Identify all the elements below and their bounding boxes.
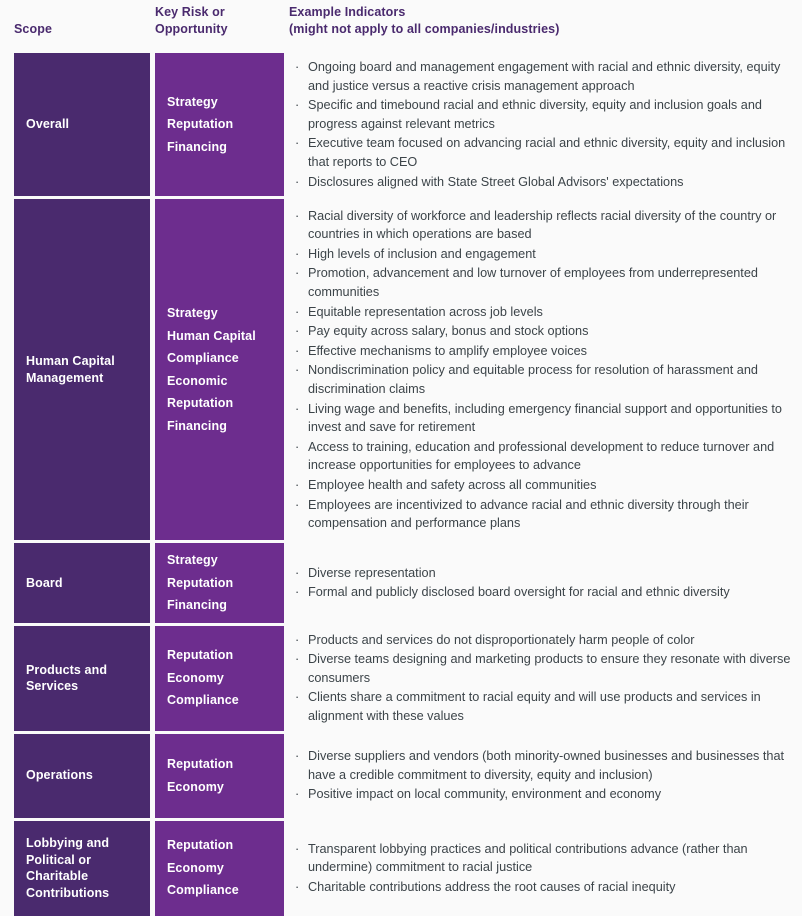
indicator-list-item	[294, 342, 792, 361]
bullet-icon: ·	[295, 363, 300, 378]
scope-label: Human Capital Management	[26, 354, 115, 385]
risk-label: Reputation	[167, 838, 234, 853]
bullet-icon: ·	[295, 266, 300, 281]
bullet-icon: ·	[295, 749, 300, 764]
scope-cell	[14, 199, 150, 540]
risk-label: Strategy	[167, 553, 218, 568]
example-indicators-cell	[284, 734, 802, 818]
indicator-list-item	[294, 173, 792, 192]
example-indicators-cell	[284, 53, 802, 196]
table-row	[0, 734, 802, 818]
indicator-list-item	[294, 361, 792, 398]
risk-label: Financing	[167, 139, 227, 154]
indicator-text: Promotion, advancement and low turnover of employees from underrepresented communities	[308, 266, 758, 299]
bullet-icon: ·	[295, 246, 300, 261]
risk-label: Financing	[167, 598, 227, 613]
example-indicators-cell	[284, 543, 802, 623]
bullet-icon: ·	[295, 477, 300, 492]
indicator-list-item	[294, 438, 792, 475]
indicator-list	[294, 631, 792, 726]
indicator-list	[294, 840, 792, 897]
scope-label: Board	[26, 575, 63, 590]
scope-cell	[14, 734, 150, 818]
indicator-text: Executive team focused on advancing racial and ethnic diversity, equity and inclusion that reports to CEO	[308, 136, 786, 169]
scope-label: Overall	[26, 117, 70, 132]
key-risk-cell	[155, 199, 284, 540]
bullet-icon: ·	[295, 324, 300, 339]
indicator-text: Access to training, education and professional development to reduce turnover and increase opportunities for employees to advance	[308, 439, 775, 473]
table-row	[0, 53, 802, 196]
indicator-list	[294, 564, 792, 602]
risk-label: Financing	[167, 418, 227, 433]
bullet-icon: ·	[295, 585, 300, 600]
risk-label: Reputation	[167, 396, 234, 411]
indicator-text: Pay equity across salary, bonus and stock options	[308, 324, 589, 339]
indicator-list-item	[294, 96, 792, 133]
indicator-text: Racial diversity of workforce and leadership reflects racial diversity of the country or countries in which operations are based	[308, 208, 777, 242]
key-risk-cell	[155, 734, 284, 818]
indicator-list-item	[294, 303, 792, 322]
indicator-list	[294, 747, 792, 804]
bullet-icon: ·	[295, 690, 300, 705]
indicator-list-item	[294, 840, 792, 877]
bullet-icon: ·	[295, 841, 300, 856]
indicator-text: Nondiscrimination policy and equitable process for resolution of harassment and discrimination claims	[308, 363, 758, 396]
bullet-icon: ·	[295, 439, 300, 454]
indicator-text: Specific and timebound racial and ethnic diversity, equity and inclusion goals and progress against relevant metrics	[308, 98, 762, 131]
risk-label: Reputation	[167, 117, 234, 132]
table-row	[0, 199, 802, 540]
bullet-icon: ·	[295, 60, 300, 74]
column-header-scope	[14, 2, 150, 38]
bullet-icon: ·	[295, 208, 300, 223]
indicator-text: High levels of inclusion and engagement	[308, 246, 536, 261]
risk-label: Strategy	[167, 94, 218, 109]
bullet-icon: ·	[295, 304, 300, 319]
risk-label: Compliance	[167, 351, 239, 366]
indicator-list-item	[294, 785, 792, 804]
indicator-text: Positive impact on local community, environment and economy	[308, 787, 662, 802]
example-indicators-cell	[284, 821, 802, 916]
scope-cell	[14, 53, 150, 196]
bullet-icon: ·	[295, 565, 300, 580]
example-indicators-cell	[284, 199, 802, 540]
indicator-text: Living wage and benefits, including emergency financial support and opportunities to invest and save for retirement	[308, 401, 782, 435]
indicator-list-item	[294, 245, 792, 264]
indicator-list-item	[294, 58, 792, 95]
bullet-icon: ·	[295, 879, 300, 894]
column-header-key-risk-or-opportunity	[150, 2, 284, 38]
table-body	[0, 53, 802, 916]
indicator-list-item	[294, 264, 792, 301]
column-header-scope-label: Scope	[14, 22, 53, 36]
risk-label: Reputation	[167, 757, 234, 772]
risk-label: Economy	[167, 860, 224, 875]
indicator-list-item	[294, 650, 792, 687]
indicator-text: Diverse suppliers and vendors (both minority-owned businesses and businesses that have a credible commitment to diversity, equity and inclusion)	[308, 749, 785, 782]
risk-label: Reputation	[167, 575, 234, 590]
key-risk-cell	[155, 53, 284, 196]
indicator-list-item	[294, 564, 792, 583]
indicator-text: Diverse representation	[308, 565, 436, 580]
indicator-text: Transparent lobbying practices and political contributions advance (rather than undermine) commitment to racial justice	[308, 841, 748, 875]
indicator-text: Charitable contributions address the root causes of racial inequity	[308, 879, 676, 894]
indicator-text: Formal and publicly disclosed board oversight for racial and ethnic diversity	[308, 585, 730, 600]
table-header-row	[0, 0, 802, 53]
indicator-list-item	[294, 747, 792, 784]
indicator-list-item	[294, 878, 792, 897]
risk-label: Compliance	[167, 883, 239, 898]
indicator-text: Employee health and safety across all communities	[308, 477, 597, 492]
table-row	[0, 626, 802, 731]
bullet-icon: ·	[295, 787, 300, 802]
indicator-list	[294, 58, 792, 191]
key-risk-cell	[155, 821, 284, 916]
bullet-icon: ·	[295, 652, 300, 667]
table-row	[0, 543, 802, 623]
indicator-list-item	[294, 688, 792, 725]
indicator-text: Employees are incentivized to advance racial and ethnic diversity through their compensation and performance plans	[308, 497, 749, 531]
scope-label: Operations	[26, 768, 93, 783]
indicator-text: Disclosures aligned with State Street Global Advisors' expectations	[308, 174, 684, 189]
indicator-text: Ongoing board and management engagement with racial and ethnic diversity, equity and justice versus a reactive crisis management approach	[308, 60, 781, 93]
indicator-text: Clients share a commitment to racial equity and will use products and services in alignment with these values	[308, 690, 761, 724]
risk-label: Economic	[167, 373, 228, 388]
risk-label: Economy	[167, 670, 224, 685]
indicator-list-item	[294, 496, 792, 533]
risk-label: Economy	[167, 779, 224, 794]
table-row	[0, 821, 802, 916]
bullet-icon: ·	[295, 401, 300, 416]
column-header-example-indicators	[284, 2, 802, 38]
indicator-text: Diverse teams designing and marketing products to ensure they resonate with diverse consumers	[308, 652, 791, 685]
column-header-risk-line-1: Key Risk or	[155, 5, 225, 19]
example-indicators-cell	[284, 626, 802, 731]
indicator-list-item	[294, 583, 792, 602]
risk-label: Compliance	[167, 693, 239, 708]
indicator-list-item	[294, 476, 792, 495]
indicator-text: Products and services do not disproportionately harm people of color	[308, 632, 695, 647]
indicator-list-item	[294, 207, 792, 244]
scope-cell	[14, 543, 150, 623]
scope-cell	[14, 821, 150, 916]
indicator-text: Equitable representation across job levels	[308, 304, 543, 319]
column-header-risk-line-2: Opportunity	[155, 22, 228, 36]
bullet-icon: ·	[295, 174, 300, 189]
indicator-list-item	[294, 134, 792, 171]
risk-label: Human Capital	[167, 328, 256, 343]
bullet-icon: ·	[295, 497, 300, 512]
indicator-list	[294, 207, 792, 533]
key-risk-cell	[155, 543, 284, 623]
bullet-icon: ·	[295, 136, 300, 151]
bullet-icon: ·	[295, 632, 300, 647]
scope-cell	[14, 626, 150, 731]
indicator-list-item	[294, 322, 792, 341]
indicator-text: Effective mechanisms to amplify employee voices	[308, 343, 588, 358]
indicator-list-item	[294, 400, 792, 437]
scope-label: Products and Services	[26, 662, 108, 694]
column-header-indicators-line-1: Example Indicators	[289, 5, 406, 19]
key-risk-cell	[155, 626, 284, 731]
column-header-indicators-line-2: (might not apply to all companies/industries)	[289, 22, 560, 36]
bullet-icon: ·	[295, 98, 300, 113]
risk-label: Strategy	[167, 306, 218, 321]
risk-label: Reputation	[167, 648, 234, 663]
indicator-list-item	[294, 631, 792, 650]
scope-label: Lobbying and Political or Charitable Contributions	[26, 836, 110, 900]
bullet-icon: ·	[295, 343, 300, 358]
